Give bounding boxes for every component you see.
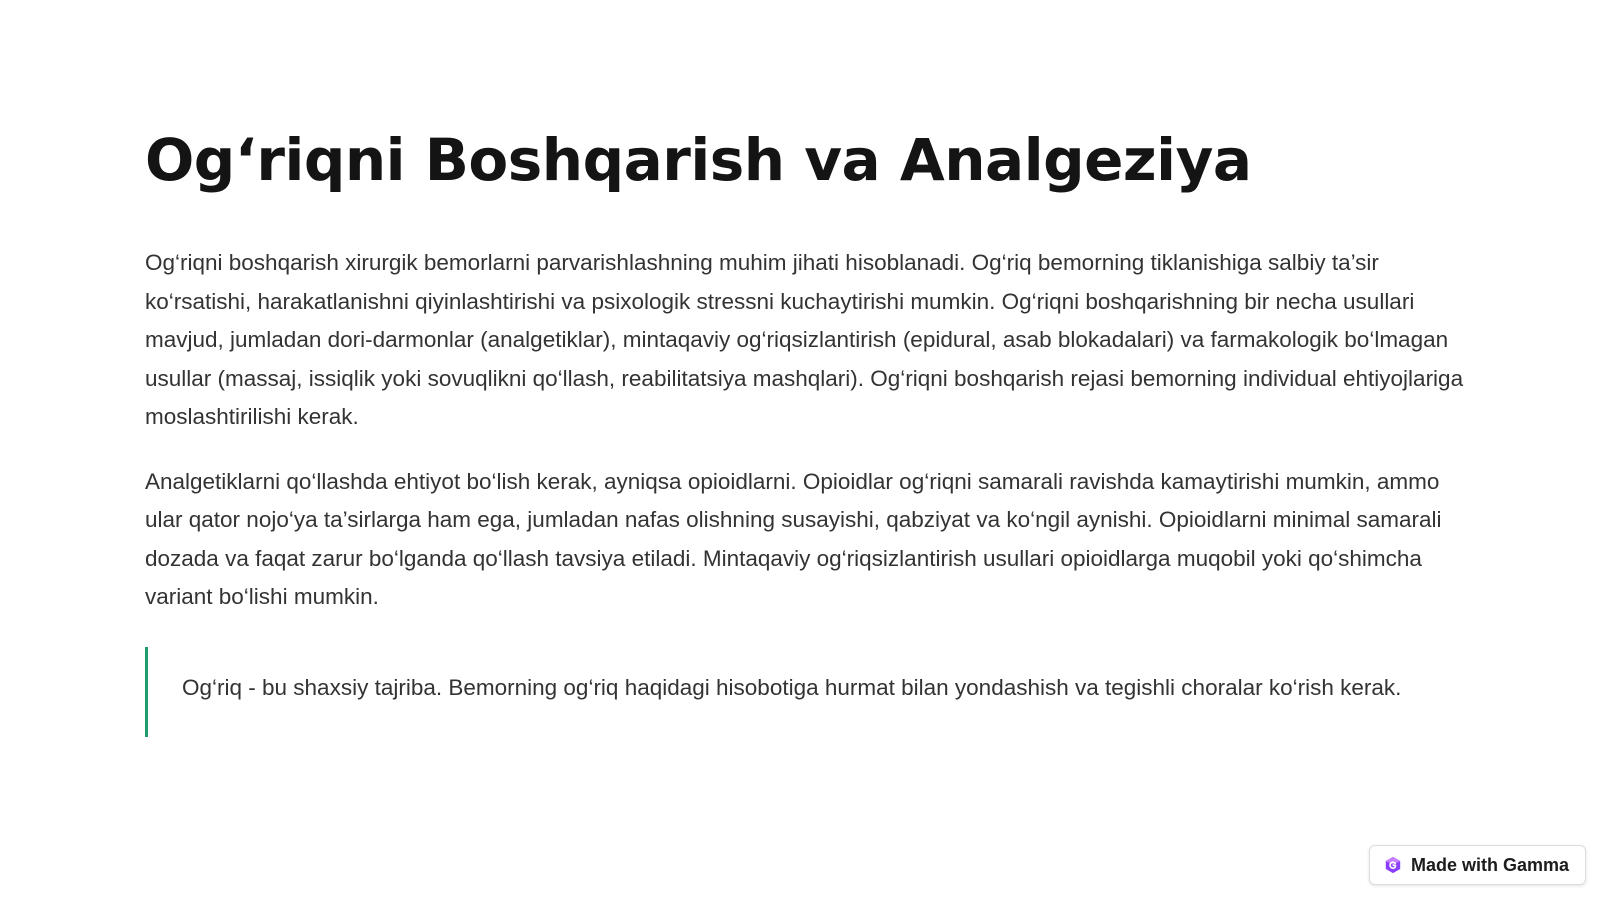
callout-quote — [145, 647, 1475, 738]
made-with-gamma-badge[interactable] — [1369, 845, 1586, 885]
slide-title: Og‘riqni Boshqarish va Analgeziya — [145, 126, 1252, 194]
body-paragraph-2: Analgetiklarni qo‘llashda ehtiyot bo‘lish kerak, ayniqsa opioidlarni. Opioidlar og‘riqni samarali ravishda kamaytirishi mumkin, ammo ular qator nojo‘ya ta’sirlarga ham ega, jumladan nafas olishning susayishi, qabziyat va ko‘ngil aynishi. Opioidlarni minimal samarali dozada va faqat zarur bo‘lganda qo‘llash tavsiya etiladi. Mintaqaviy og‘riqsizlantirish usullari opioidlarga muqobil yoki qo‘shimcha variant bo‘lishi mumkin. — [145, 468, 1442, 609]
body-paragraph-1: Og‘riqni boshqarish xirurgik bemorlarni parvarishlashning muhim jihati hisoblanadi. Og‘riq bemorning tiklanishiga salbiy ta’sir ko‘rsatishi, harakatlanishni qiyinlashtirishi va psixologik stressni kuchaytirishi mumkin. Og‘riqni boshqarishning bir necha usullari mavjud, jumladan dori-darmonlar (analgetiklar), mintaqaviy og‘riqsizlantirish (epidural, asab blokadalari) va farmakologik bo‘lmagan usullar (massaj, issiqlik yoki sovuqlikni qo‘llash, reabilitatsiya mashqlari). Og‘riqni boshqarish rejasi bemorning individual ehtiyojlariga moslashtirilishi kerak. — [145, 250, 1464, 429]
badge-label: Made with Gamma — [1410, 854, 1569, 875]
slide-content — [145, 118, 1475, 737]
gamma-logo-icon — [1384, 856, 1402, 874]
quote-text: Og‘riq - bu shaxsiy tajriba. Bemorning og‘riq haqidagi hisobotiga hurmat bilan yondashish va tegishli choralar ko‘rish kerak. — [182, 674, 1402, 700]
